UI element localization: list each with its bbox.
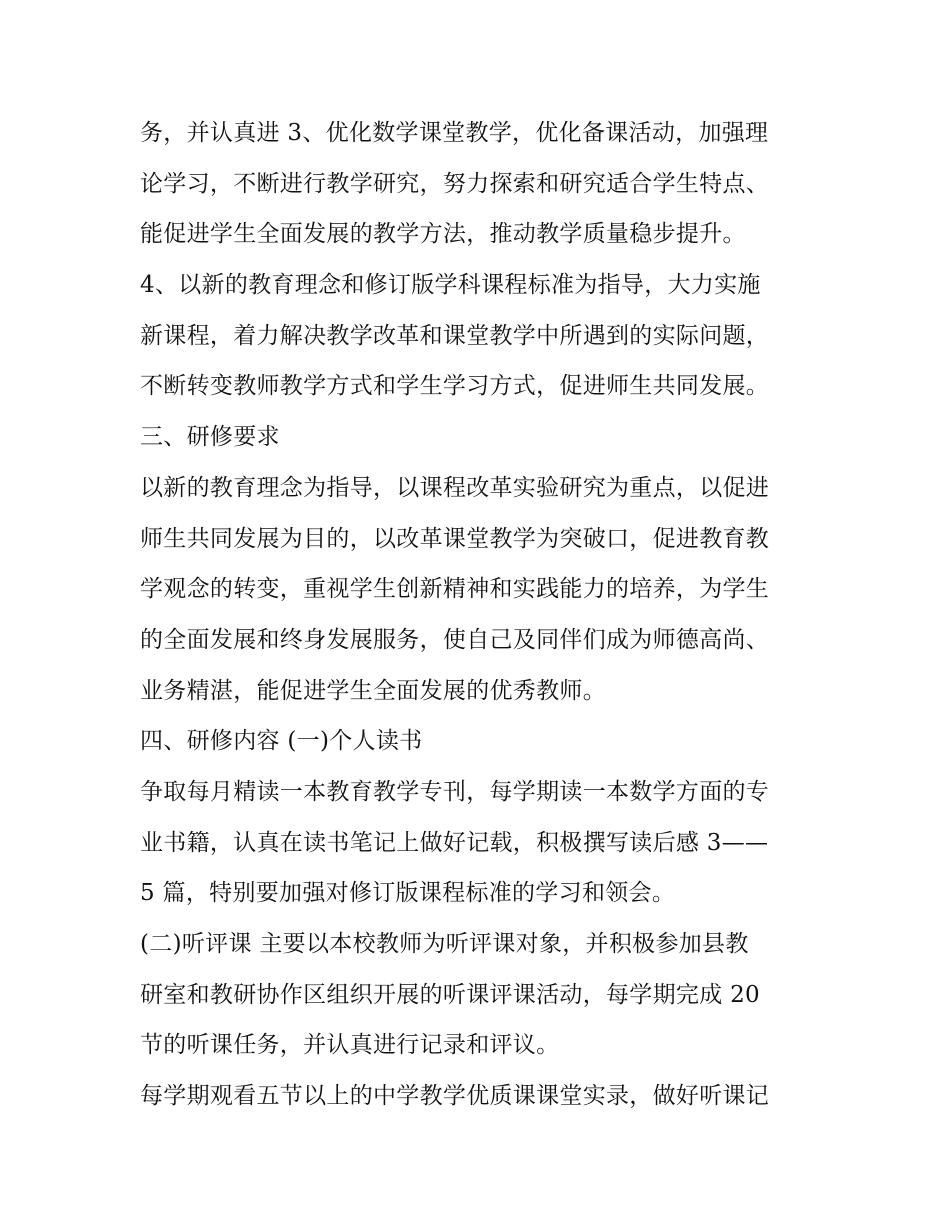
text-line: 5 篇，特别要加强对修订版课程标准的学习和领会。 [140, 880, 676, 907]
section-heading: 四、研修内容 (一)个人读书 [140, 728, 423, 755]
text-line: 业书籍，认真在读书笔记上做好记载，积极撰写读后感 3—— [140, 829, 769, 856]
text-line: 以新的教育理念为指导，以课程改革实验研究为重点，以促进 [140, 474, 770, 501]
text-line: 每学期观看五节以上的中学教学优质课课堂实录，做好听课记 [140, 1083, 770, 1110]
text-line: 节的听课任务，并认真进行记录和评议。 [140, 1032, 560, 1059]
text-line: 业务精湛，能促进学生全面发展的优秀教师。 [140, 677, 606, 704]
text-line: 新课程，着力解决教学改革和课堂教学中所遇到的实际问题， [140, 322, 770, 349]
text-line: 研室和教研协作区组织开展的听课评课活动，每学期完成 20 [140, 981, 760, 1008]
section-heading: 三、研修要求 [140, 424, 280, 451]
text-line: 务，并认真进 3、优化数学课堂教学，优化备课活动，加强理 [140, 120, 769, 146]
document-body [140, 108, 820, 1122]
text-line: 不断转变教师教学方式和学生学习方式，促进师生共同发展。 [140, 373, 770, 400]
text-line: 4、以新的教育理念和修订版学科课程标准为指导，大力实施 [140, 272, 761, 299]
text-line: 学观念的转变，重视学生创新精神和实践能力的培养，为学生 [140, 576, 770, 603]
text-line: 争取每月精读一本教育教学专刊，每学期读一本数学方面的专 [140, 778, 770, 805]
text-line: 师生共同发展为目的，以改革课堂教学为突破口，促进教育教 [140, 525, 770, 552]
text-line: 能促进学生全面发展的教学方法，推动教学质量稳步提升。 [140, 221, 746, 248]
text-line: (二)听评课 主要以本校教师为听评课对象，并积极参加县教 [140, 931, 749, 957]
text-line: 的全面发展和终身发展服务，使自己及同伴们成为师德高尚、 [140, 626, 770, 653]
text-line: 论学习，不断进行教学研究，努力探索和研究适合学生特点、 [140, 170, 770, 197]
